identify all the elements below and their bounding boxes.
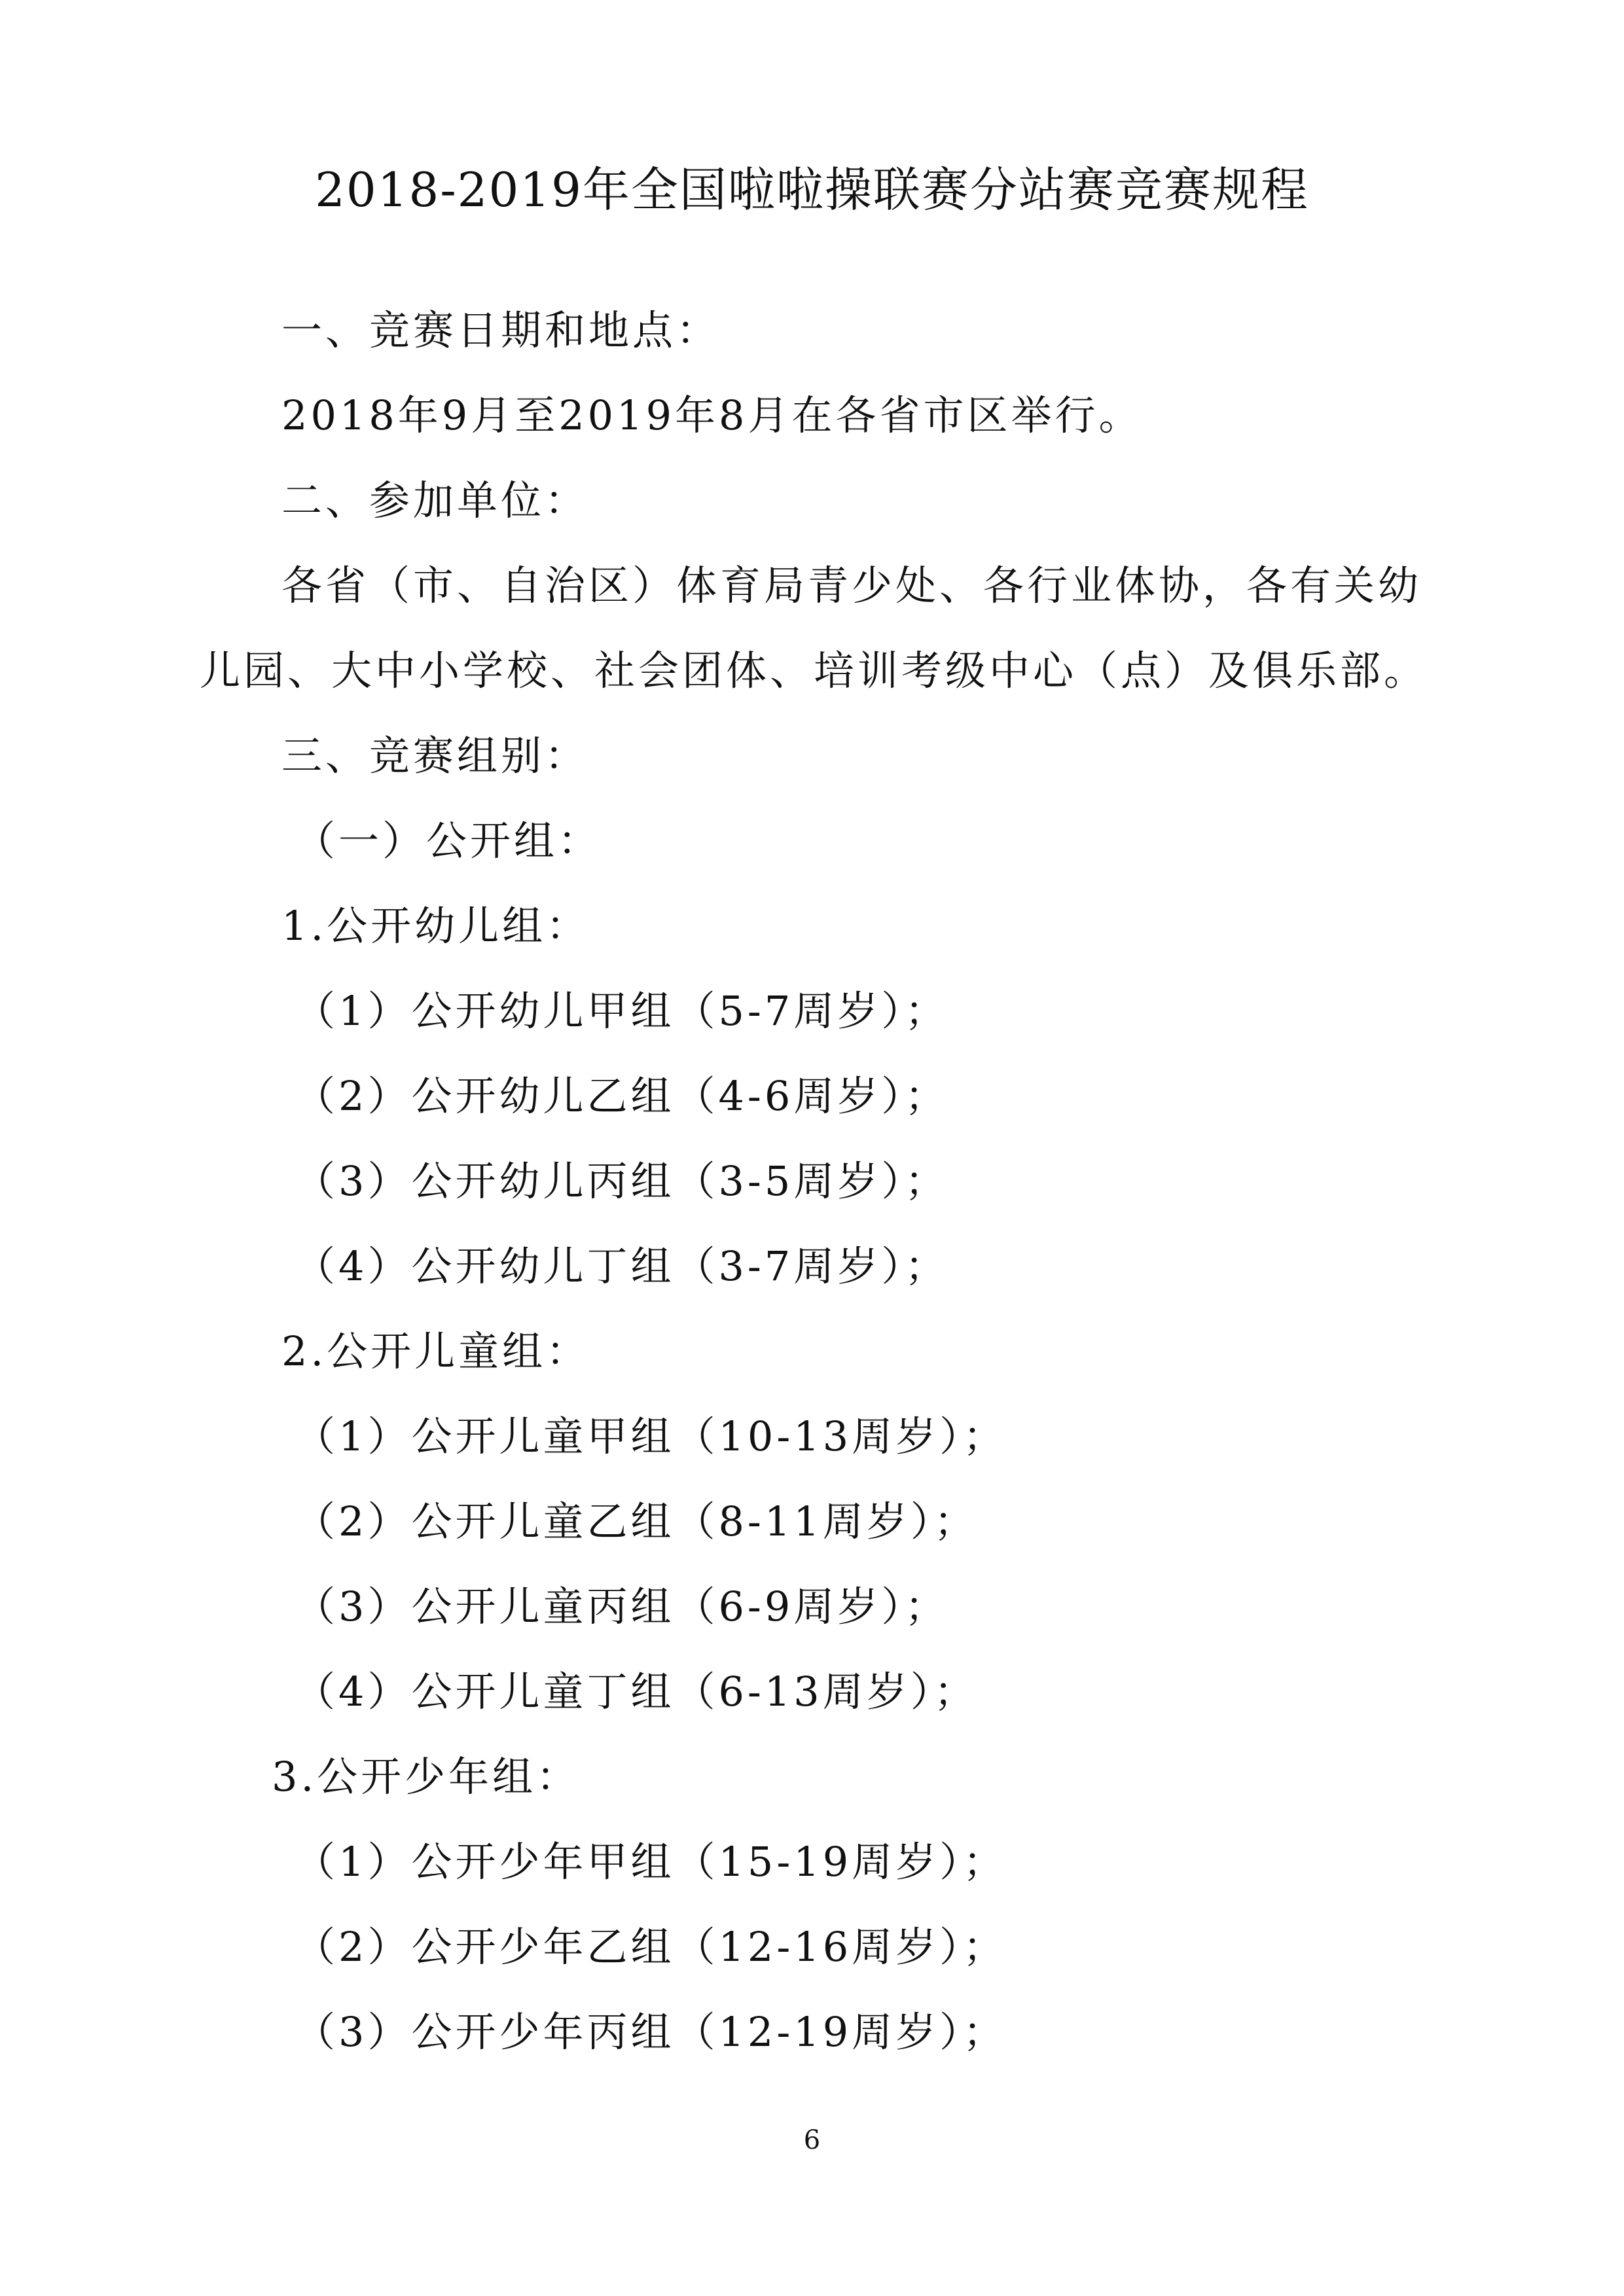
list-item: （3）公开少年丙组（12-19周岁）； xyxy=(295,2008,1007,2056)
list-item: （1）公开儿童甲组（10-13周岁）； xyxy=(295,1412,1007,1460)
paragraph-dates: 2018年9月至2019年8月在各省市区举行。 xyxy=(281,391,1143,439)
section-heading-participants: 二、参加单位： xyxy=(281,476,589,524)
paragraph-participants-line2: 儿园、大中小学校、社会团体、培训考级中心（点）及俱乐部。 xyxy=(200,647,1428,694)
list-item: （4）公开儿童丁组（6-13周岁）； xyxy=(295,1668,978,1715)
document-title: 2018-2019年全国啦啦操联赛分站赛竞赛规程 xyxy=(315,162,1309,217)
group-heading-juvenile: 3.公开少年组： xyxy=(272,1753,581,1801)
list-item: （3）公开儿童丙组（6-9周岁）； xyxy=(295,1583,949,1630)
list-item: （1）公开少年甲组（15-19周岁）； xyxy=(295,1838,1007,1886)
section-heading-dates: 一、竞赛日期和地点： xyxy=(281,306,721,354)
group-heading-toddler: 1.公开幼儿组： xyxy=(281,902,590,950)
list-item: （2）公开幼儿乙组（4-6周岁）； xyxy=(295,1072,949,1120)
section-heading-groups: 三、竞赛组别： xyxy=(281,732,589,780)
list-item: （1）公开幼儿甲组（5-7周岁）； xyxy=(295,987,949,1035)
subsection-heading-open: （一）公开组： xyxy=(295,817,602,865)
list-item: （2）公开少年乙组（12-16周岁）； xyxy=(295,1923,1007,1971)
list-item: （4）公开幼儿丁组（3-7周岁）； xyxy=(295,1242,949,1290)
group-heading-children: 2.公开儿童组： xyxy=(281,1327,590,1375)
list-item: （2）公开儿童乙组（8-11周岁）； xyxy=(295,1498,978,1545)
paragraph-participants-line1: 各省（市、自治区）体育局青少处、各行业体协，各有关幼 xyxy=(281,562,1422,609)
list-item: （3）公开幼儿丙组（3-5周岁）； xyxy=(295,1157,949,1205)
page-number: 6 xyxy=(803,2125,821,2155)
